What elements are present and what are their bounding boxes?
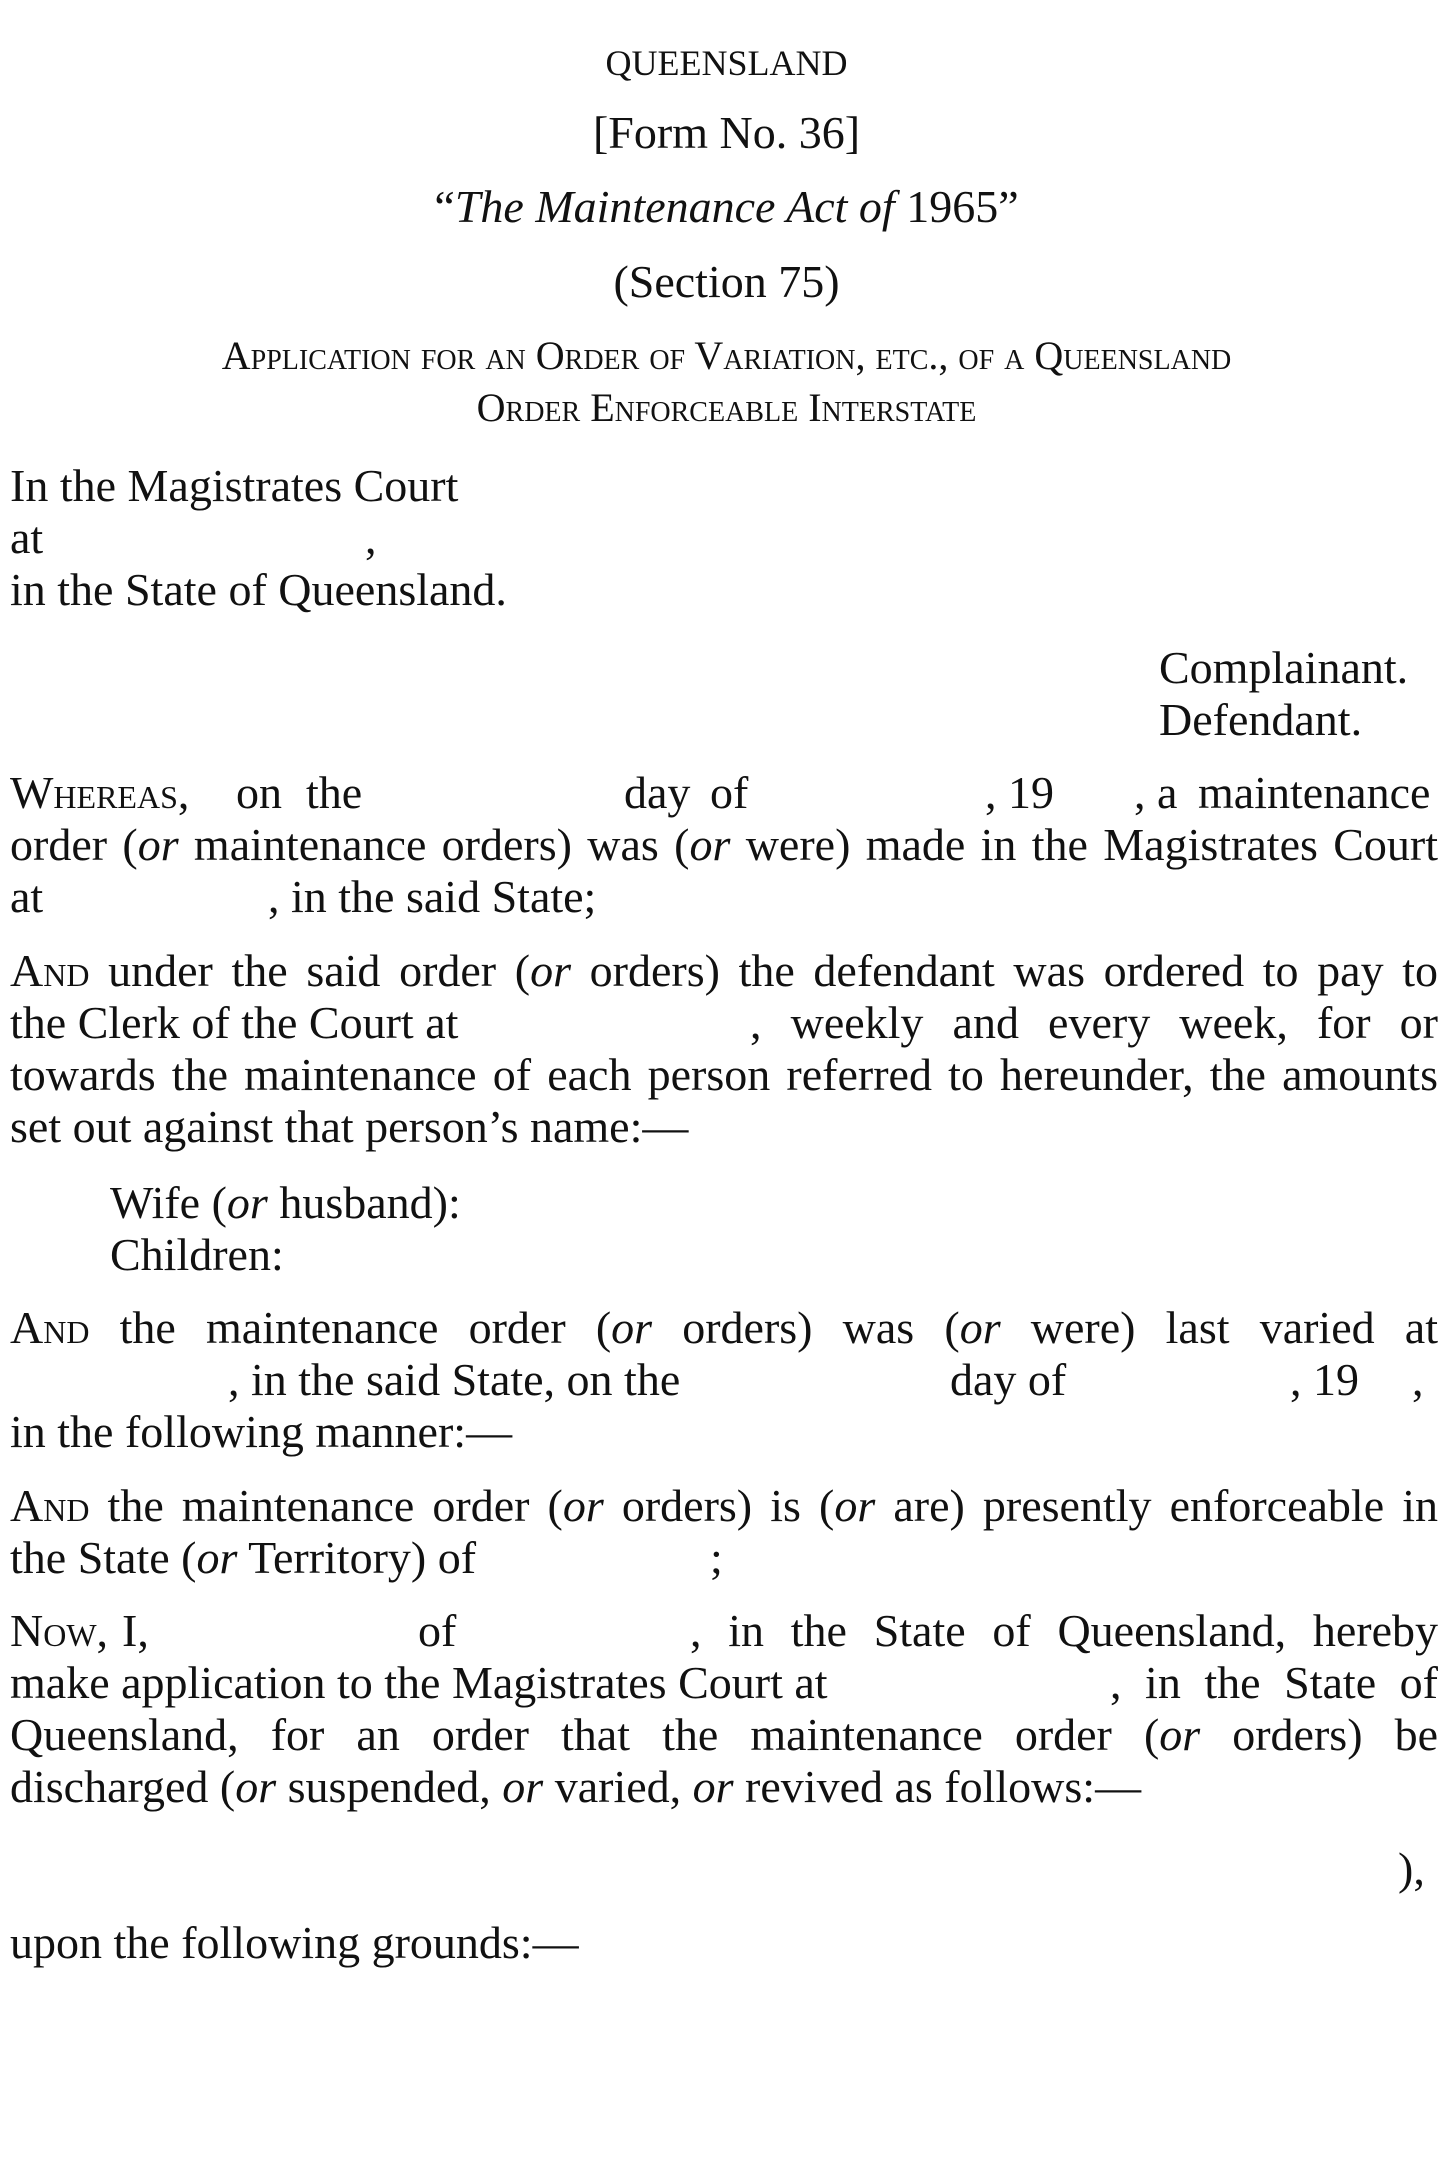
closing-paren: ), (1398, 1843, 1425, 1894)
and1-line-4: set out against that person’s name:— (10, 1101, 689, 1152)
whereas-word-6: , 19 (985, 767, 1054, 818)
wife-line: Wife (or husband): (110, 1177, 461, 1228)
now-line-3: Queensland, for an order that the maintenance order (or orders) be (10, 1709, 1438, 1760)
grounds-line: upon the following grounds:— (10, 1917, 579, 1968)
and1-line-3: towards the maintenance of each person referred to hereunder, the amounts (10, 1049, 1438, 1100)
and3-line-2-semicolon: ; (710, 1532, 723, 1583)
now-line-2a: make application to the Magistrates Court at (10, 1657, 828, 1708)
jurisdiction-heading: QUEENSLAND (605, 43, 848, 83)
now-word: Now, (10, 1605, 109, 1656)
and2-line-3: in the following manner:— (10, 1406, 513, 1457)
and2-line-2d: , (1412, 1354, 1424, 1405)
form-heading-line-2: Order Enforceable Interstate (476, 385, 977, 430)
form-number: [Form No. 36] (592, 107, 861, 158)
and1-line-2b: , weekly and every week, for or (750, 997, 1438, 1048)
and3-line-2: the State (or Territory) of (10, 1532, 477, 1583)
now-line-1-rest: , in the State of Queensland, hereby (690, 1605, 1438, 1656)
children-line: Children: (110, 1229, 284, 1280)
section-reference: (Section 75) (613, 256, 840, 307)
and2-line-1: And the maintenance order (or orders) was (or were) last varied at (10, 1302, 1438, 1353)
whereas-word-8: maintenance (1198, 767, 1431, 818)
now-of: of (418, 1605, 457, 1656)
act-title: “The Maintenance Act of 1965” (434, 181, 1019, 232)
whereas-line-3-rest: , in the said State; (268, 871, 597, 922)
and2-line-2c: , 19 (1290, 1354, 1359, 1405)
now-i: I, (122, 1605, 149, 1656)
defendant-label: Defendant. (1159, 694, 1363, 745)
and1-line-1: And under the said order (or orders) the defendant was ordered to pay to (10, 945, 1439, 996)
complainant-label: Complainant. (1159, 642, 1409, 693)
and1-line-2a: the Clerk of the Court at (10, 997, 459, 1048)
court-line-3: in the State of Queensland. (10, 564, 507, 615)
court-line-2-comma: , (365, 512, 377, 563)
whereas-line-2: order (or maintenance orders) was (or were) made in the Magistrates Court (10, 819, 1438, 870)
whereas-word-5: of (710, 767, 749, 818)
and2-line-2b: day of (950, 1354, 1067, 1405)
court-line-1: In the Magistrates Court (10, 460, 459, 511)
whereas-line-3-at: at (10, 871, 44, 922)
and3-line-1: And the maintenance order (or orders) is (or are) presently enforceable in (10, 1480, 1438, 1531)
now-line-2b: , in the State of (1110, 1657, 1438, 1708)
and2-line-2a: , in the said State, on the (228, 1354, 681, 1405)
form-heading-line-1: Application for an Order of Variation, etc., of a Queensland (221, 333, 1232, 378)
whereas-word-7: , a (1134, 767, 1178, 818)
whereas-word-3: the (306, 767, 363, 818)
whereas-word-1: Whereas, (10, 767, 190, 818)
court-line-2-at: at (10, 512, 44, 563)
whereas-word-2: on (236, 767, 282, 818)
whereas-word-4: day (624, 767, 691, 818)
now-line-4: discharged (or suspended, or varied, or revived as follows:— (10, 1761, 1142, 1812)
